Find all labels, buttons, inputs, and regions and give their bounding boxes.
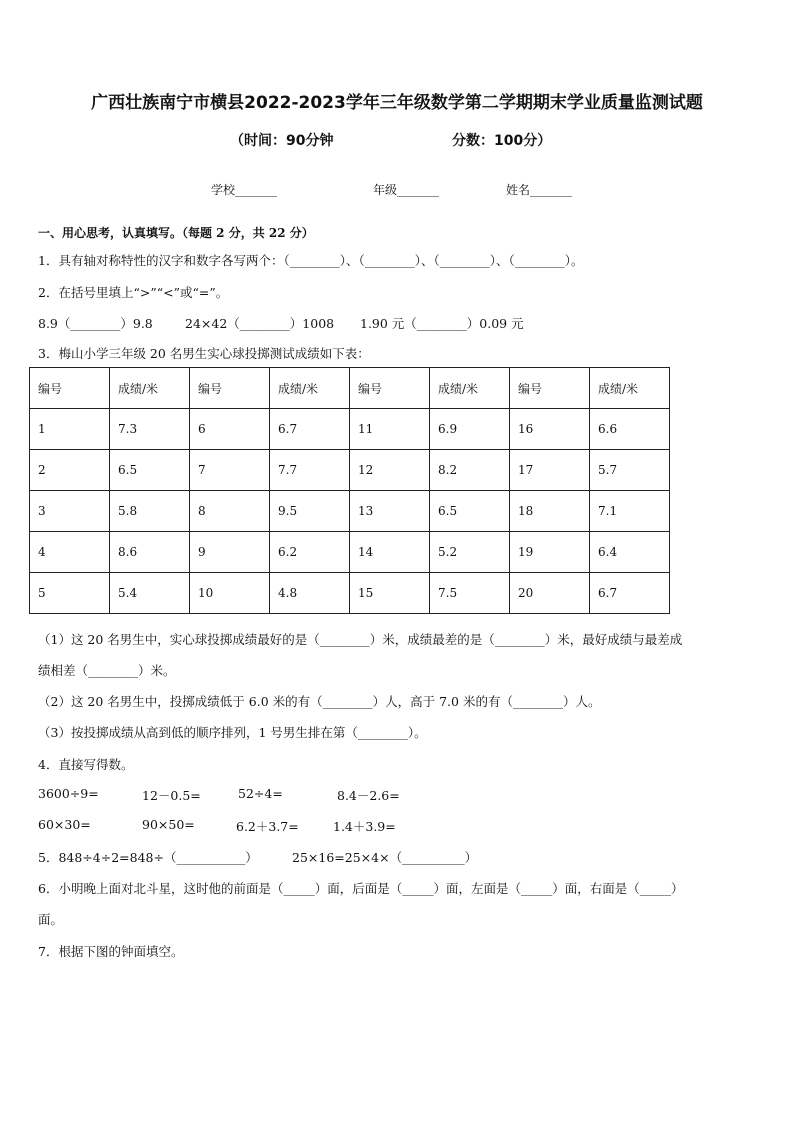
header-cell: 编号 xyxy=(510,368,590,409)
table-cell: 7.1 xyxy=(590,491,670,532)
table-cell: 6.7 xyxy=(590,573,670,614)
table-cell: 8.2 xyxy=(430,450,510,491)
header-cell: 成绩/米 xyxy=(590,368,670,409)
table-cell: 6 xyxy=(190,409,270,450)
table-row xyxy=(30,409,670,450)
table-cell: 9.5 xyxy=(270,491,350,532)
table-cell: 12 xyxy=(350,450,430,491)
q2-item-2: 24×42（________）1008 xyxy=(185,316,335,331)
question-3-2: （2）这 20 名男生中，投掷成绩低于 6.0 米的有（________）人，高于 7.0 米的有（________）人。 xyxy=(38,694,601,709)
question-3: 3．梅山小学三年级 20 名男生实心球投掷测试成绩如下表： xyxy=(38,346,370,361)
question-4-row-2 xyxy=(38,817,758,837)
question-3-1-line-1: （1）这 20 名男生中，实心球投掷成绩最好的是（________）米，成绩最差的是（________）米，最好成绩与最差成 xyxy=(38,632,683,647)
table-cell: 17 xyxy=(510,450,590,491)
section-heading: 一、用心思考，认真填写。（每题 2 分，共 22 分） xyxy=(38,226,314,240)
exam-meta xyxy=(0,130,794,150)
question-6-line-1: 6．小明晚上面对北斗星，这时他的前面是（_____）面，后面是（_____）面，左面是（_____）面，右面是（_____） xyxy=(38,881,684,896)
table-cell: 19 xyxy=(510,532,590,573)
table-cell: 10 xyxy=(190,573,270,614)
table-header-row xyxy=(30,368,670,409)
question-2-items xyxy=(38,314,758,334)
school-field[interactable]: 学校_______ xyxy=(211,183,278,197)
table-cell: 5 xyxy=(30,573,110,614)
table-cell: 6.9 xyxy=(430,409,510,450)
q2-item-1: 8.9（________）9.8 xyxy=(38,316,153,331)
table-cell: 4.8 xyxy=(270,573,350,614)
table-cell: 15 xyxy=(350,573,430,614)
name-field[interactable]: 姓名_______ xyxy=(506,183,573,197)
question-3-1-line-2: 绩相差（________）米。 xyxy=(38,663,176,678)
exam-time: （时间：90分钟 xyxy=(230,133,334,149)
table-cell: 5.4 xyxy=(110,573,190,614)
header-cell: 编号 xyxy=(350,368,430,409)
table-cell: 9 xyxy=(190,532,270,573)
table-cell: 8.6 xyxy=(110,532,190,573)
question-5 xyxy=(38,848,758,868)
table-cell: 7.5 xyxy=(430,573,510,614)
table-row xyxy=(30,491,670,532)
header-cell: 编号 xyxy=(30,368,110,409)
table-cell: 13 xyxy=(350,491,430,532)
q2-item-3: 1.90 元（________）0.09 元 xyxy=(360,316,524,331)
exam-score: 分数：100分） xyxy=(452,133,552,149)
header-cell: 编号 xyxy=(190,368,270,409)
table-cell: 6.7 xyxy=(270,409,350,450)
q5-item-2: 25×16=25×4×（__________） xyxy=(292,850,478,865)
student-info xyxy=(0,181,794,201)
table-cell: 16 xyxy=(510,409,590,450)
table-cell: 8 xyxy=(190,491,270,532)
table-cell: 6.6 xyxy=(590,409,670,450)
header-cell: 成绩/米 xyxy=(430,368,510,409)
table-cell: 20 xyxy=(510,573,590,614)
table-cell: 6.5 xyxy=(110,450,190,491)
table-row xyxy=(30,573,670,614)
header-cell: 成绩/米 xyxy=(110,368,190,409)
table-cell: 11 xyxy=(350,409,430,450)
table-cell: 6.5 xyxy=(430,491,510,532)
question-1: 1．具有轴对称特性的汉字和数字各写两个：（________）、（________）、（________）、（________）。 xyxy=(38,253,584,268)
table-cell: 6.4 xyxy=(590,532,670,573)
table-row xyxy=(30,532,670,573)
grade-field[interactable]: 年级_______ xyxy=(373,183,440,197)
table-cell: 5.7 xyxy=(590,450,670,491)
calc-item: 6.2＋3.7= xyxy=(236,819,299,834)
table-cell: 5.2 xyxy=(430,532,510,573)
calc-item: 12－0.5= xyxy=(142,788,201,803)
calc-item: 1.4＋3.9= xyxy=(333,819,396,834)
table-cell: 5.8 xyxy=(110,491,190,532)
table-cell: 7 xyxy=(190,450,270,491)
question-6-line-2: 面。 xyxy=(38,912,64,927)
calc-item: 52÷4= xyxy=(238,786,283,801)
q5-item-1: 5．848÷4÷2=848÷（___________） xyxy=(38,850,258,865)
calc-item: 90×50= xyxy=(142,817,195,832)
score-table xyxy=(29,367,670,614)
question-4-row-1 xyxy=(38,786,758,806)
table-cell: 6.2 xyxy=(270,532,350,573)
table-cell: 2 xyxy=(30,450,110,491)
calc-item: 3600÷9= xyxy=(38,786,99,801)
table-cell: 7.7 xyxy=(270,450,350,491)
table-cell: 1 xyxy=(30,409,110,450)
question-7: 7．根据下图的钟面填空。 xyxy=(38,944,184,959)
question-2: 2．在括号里填上“>”“<”或“=”。 xyxy=(38,285,229,300)
table-cell: 4 xyxy=(30,532,110,573)
table-cell: 14 xyxy=(350,532,430,573)
table-row xyxy=(30,450,670,491)
calc-item: 8.4－2.6= xyxy=(337,788,400,803)
question-4: 4．直接写得数。 xyxy=(38,757,134,772)
calc-item: 60×30= xyxy=(38,817,91,832)
page-title: 广西壮族南宁市横县2022-2023学年三年级数学第二学期期末学业质量监测试题 xyxy=(91,93,703,113)
table-cell: 18 xyxy=(510,491,590,532)
table-cell: 7.3 xyxy=(110,409,190,450)
header-cell: 成绩/米 xyxy=(270,368,350,409)
table-cell: 3 xyxy=(30,491,110,532)
question-3-3: （3）按投掷成绩从高到低的顺序排列，1 号男生排在第（________）。 xyxy=(38,725,427,740)
